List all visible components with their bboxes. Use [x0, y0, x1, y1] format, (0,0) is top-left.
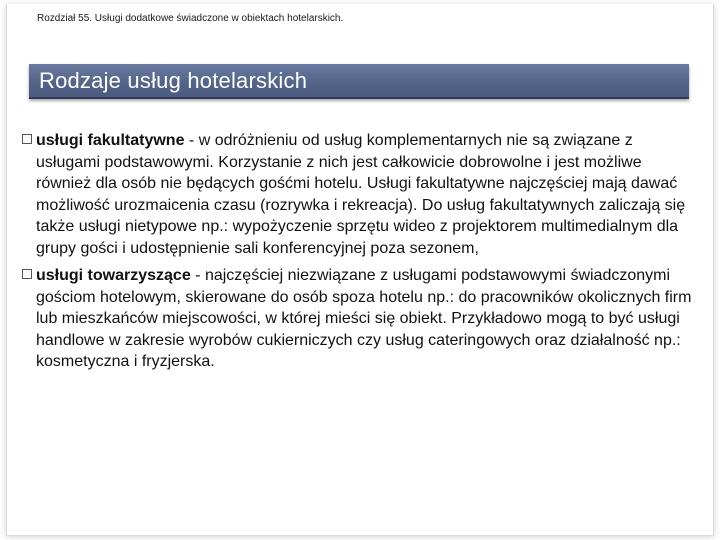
- slide-title: Rodzaje usług hotelarskich: [39, 68, 308, 93]
- bullet-item: [22, 130, 692, 259]
- checkbox-icon: [22, 134, 32, 144]
- bullet-text: - najczęściej niezwiązane z usługami podstawowymi świadczonymi gościom hotelowym, skierowane do osób spoza hotelu np.: do pracowników okolicznych firm lub mieszkańców miejscowości, w której mieści się obiekt. Przykładowo mogą to być usługi handlowe w zakresie wyrobów cukierniczych czy usług cateringowych oraz działalność np.: kosmetyczna i fryzjerska.: [36, 267, 692, 370]
- bullet-list: [22, 130, 692, 379]
- chapter-header: Rozdział 55. Usługi dodatkowe świadczone w obiektach hotelarskich.: [37, 13, 344, 24]
- bullet-text: - w odróżnieniu od usług komplementarnych nie są związane z usługami podstawowymi. Korzystanie z nich jest całkowicie dobrowolne i jest możliwe również dla osób nie będących gośćmi hotelu. Usługi fakultatywne najczęściej mają dawać możliwość urozmaicenia czasu (rozrywka i rekreacja). Do usług fakultatywnych zaliczają się także usługi nietypowe np.: wypożyczenie sprzętu wideo z projektorem multimedialnym dla grupy gości i udostępnienie sali konferencyjnej poza sezonem,: [36, 132, 686, 257]
- bullet-item: [22, 265, 692, 373]
- checkbox-icon: [22, 269, 32, 279]
- bullet-term: usługi fakultatywne: [36, 132, 185, 149]
- bullet-term: usługi towarzyszące: [36, 267, 191, 284]
- title-bar: [29, 64, 689, 99]
